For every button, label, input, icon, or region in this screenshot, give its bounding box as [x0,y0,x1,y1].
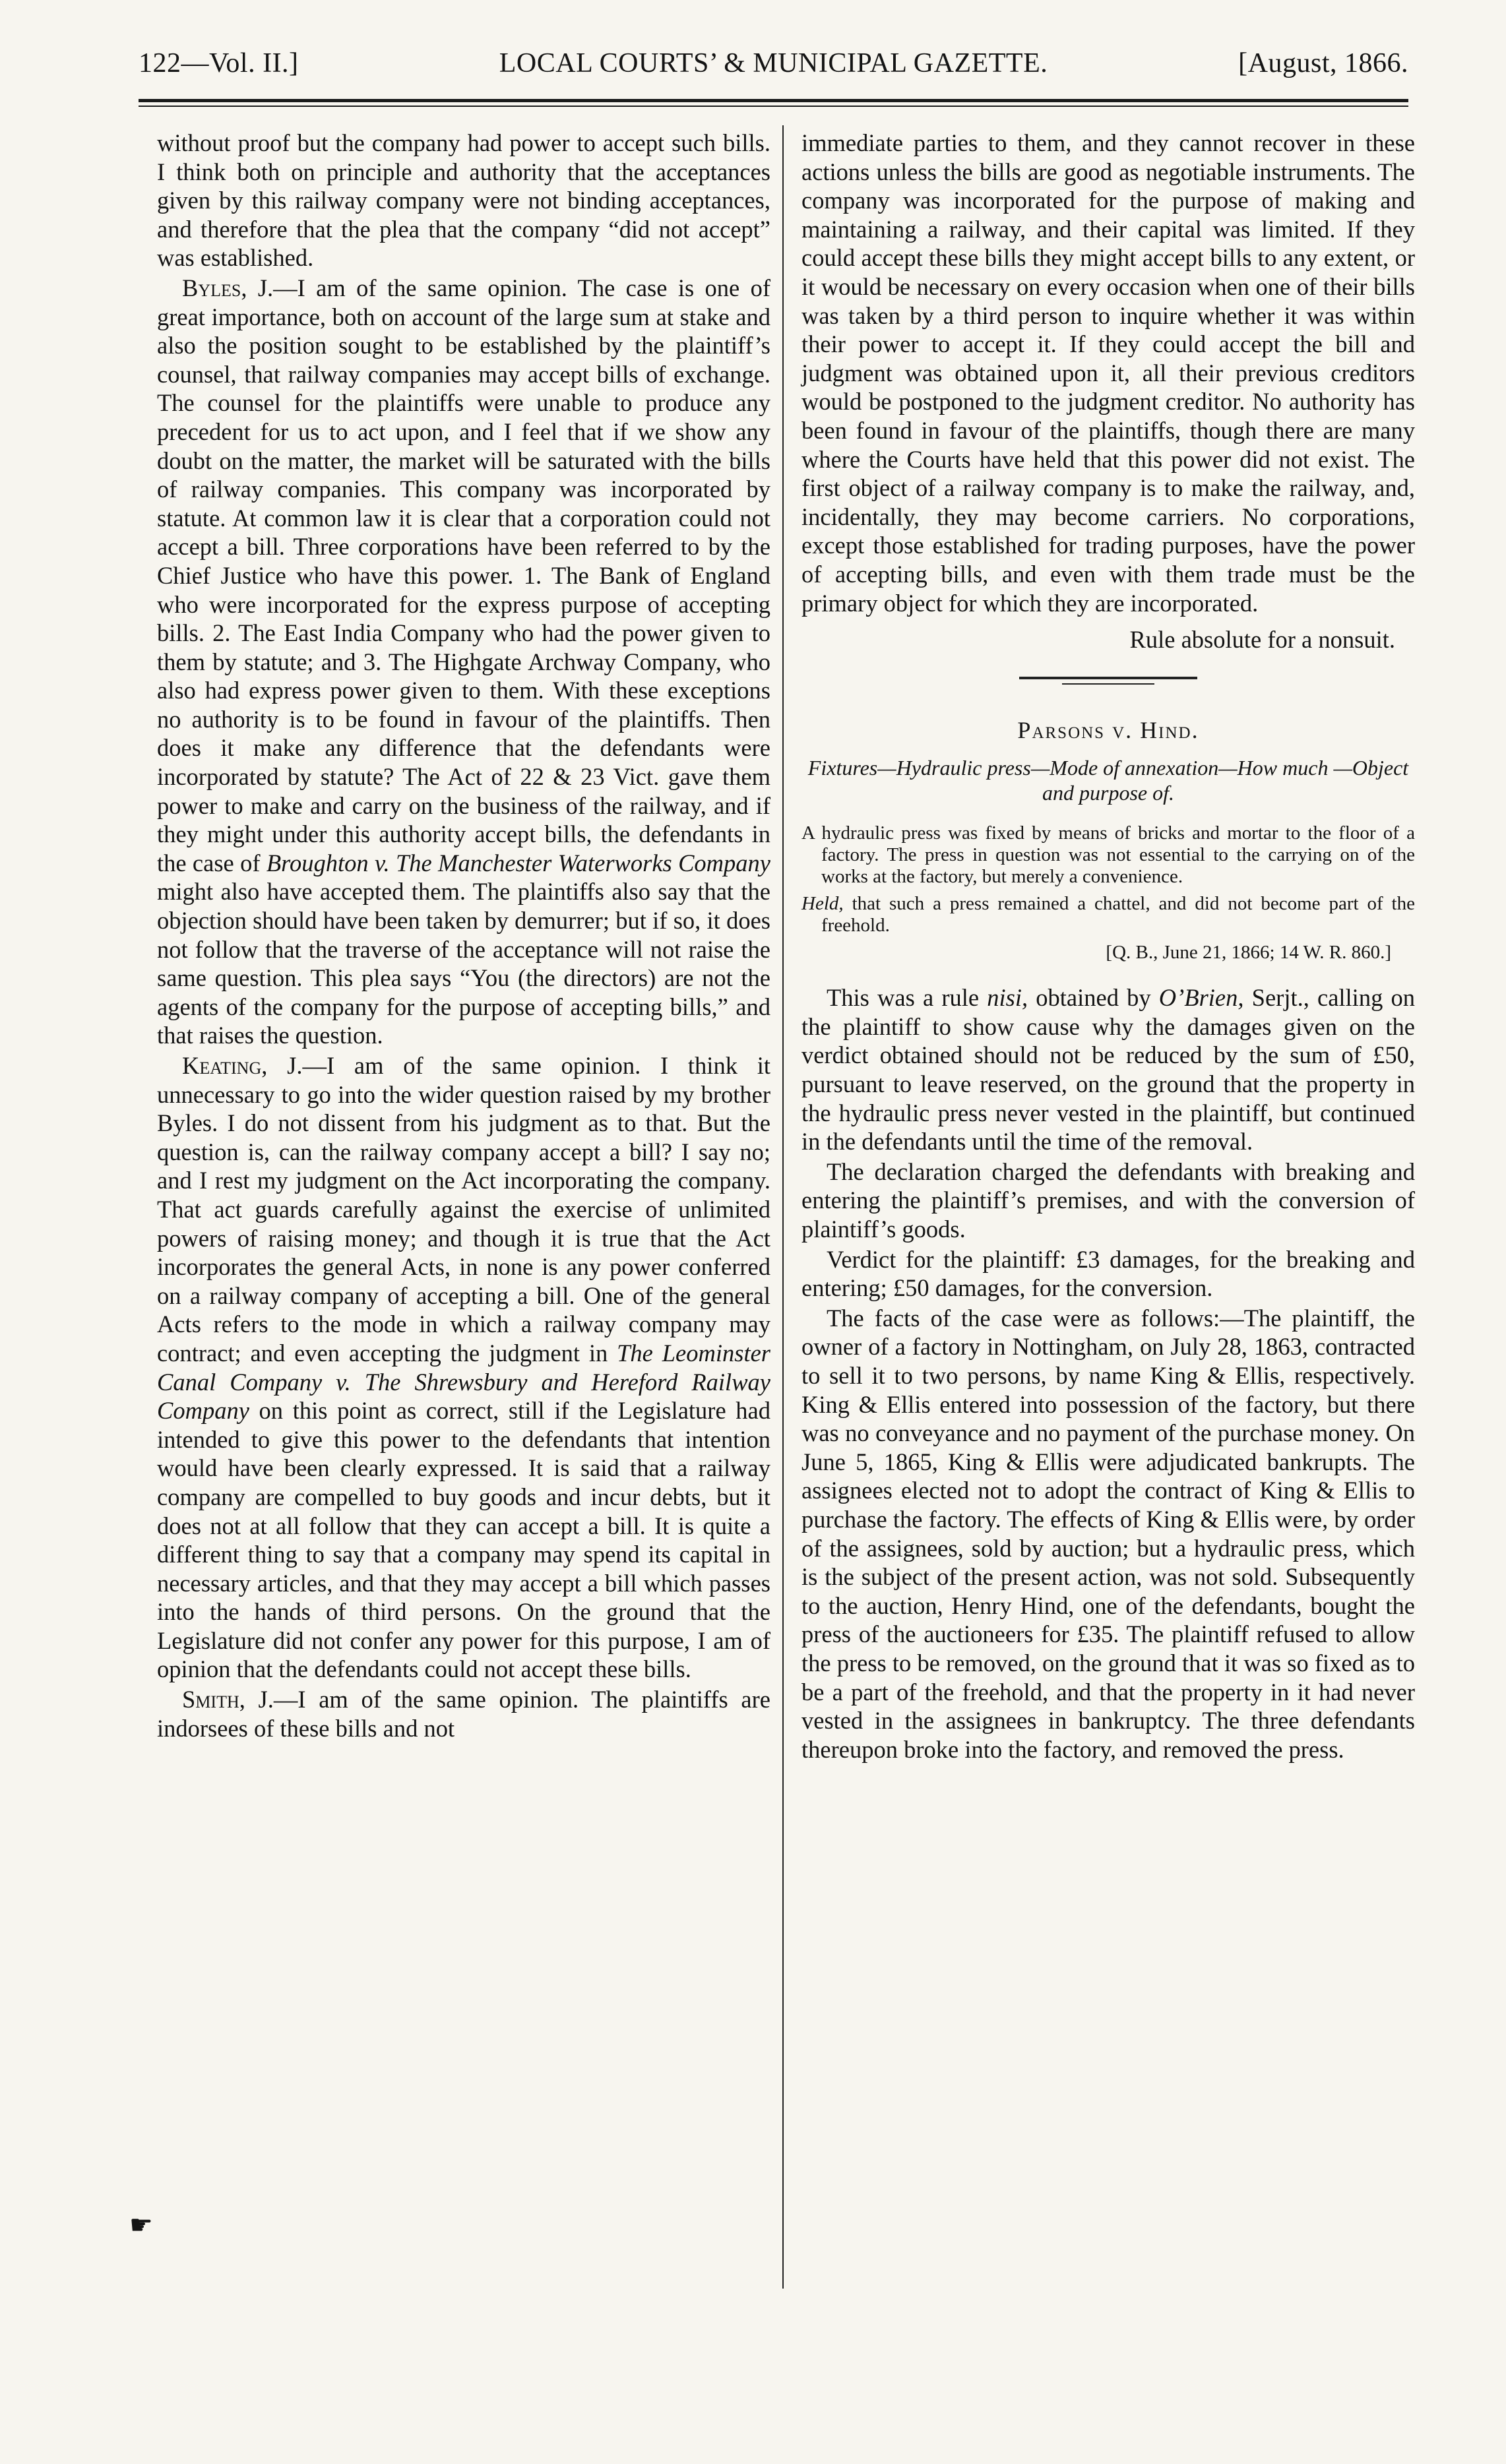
header-rule-thick [139,99,1408,102]
citation: [Q. B., June 21, 1866; 14 W. R. 860.] [1106,942,1391,964]
judge-name: Smith, J. [182,1686,274,1713]
journal-title: LOCAL COURTS’ & MUNICIPAL GAZETTE. [499,48,1048,78]
paragraph: Byles, J.—I am of the same opinion. The case is one of great importance, both on account of the large sum at stake and also the position sought to be established by the plaintiff’s counsel, that railway companies may accept bills of exchange. The counsel for the plaintiffs were unable to produce any precedent for us to act upon, and I feel that if we show any doubt on the matter, the market will be saturated with the bills of railway companies. This company was incorporated by statute. At common law it is clear that a corporation could not accept a bill. Three corporations have been referred to by the Chief Justice who have this power. 1. The Bank of England who were incorporated for the express purpose of accepting bills. 2. The East India Company who had the power given to them by statute; and 3. The Highgate Archway Company, who also had express power given to them. With these exceptions no authority is to be found in favour of the plaintiffs. Then does it make any difference that the defendants were incorporated by statute? The Act of 22 & 23 Vict. gave them power to make and carry on the business of the railway, and if they might under this authority accept bills, the defendants in the case of Broughton v. The Manchester Waterworks Company might also have accepted them. The plaintiffs also say that the objection should have been taken by demurrer; but if so, it does not follow that the traverse of the acceptance will not raise the same question. This plea says “You (the directors) are not the agents of the company for the purpose of accepting bills,” and that raises the question. [157,274,770,1049]
headnote: Fixtures—Hydraulic press—Mode of annexation—How much —Object and purpose of. [807,756,1409,805]
paragraph: immediate parties to them, and they cannot recover in these actions unless the bills are good as negotiable instruments. The company was incorporated for the purpose of making and maintaining a railway, and their capital was limited. If they could accept these bills they might accept bills to any extent, or it would be necessary on every occasion when one of their bills was taken by a third person to inquire whether it was within their power to accept it. If they could accept the bill and judgment was obtained upon it, all their previous creditors would be postponed to the judgment creditor. No authority has been found in favour of the plaintiffs, though there are many where the Courts have held that this power did not exist. The first object of a railway company is to make the railway, and, incidentally, they may become carriers. No corporations, except those established for trading purposes, have the power of accepting bills, and even with them trade must be the primary object for which they are incorporated. [801,129,1415,617]
case-name: Broughton v. The Manchester Waterworks Company [266,849,770,877]
paragraph: This was a rule nisi, obtained by O’Brien, Serjt., calling on the plaintiff to show cause why the damages given on the verdict obtained should not be reduced by the sum of £50, pursuant to leave reserved, on the ground that the property in the hydraulic press never vested in the plaintiff, but continued in the defendants until the time of the removal. [801,984,1415,1155]
column-divider [782,125,784,2289]
left-column [157,129,770,1744]
syllabus-held: Held, that such a press remained a chattel, and did not become part of the freehold. [801,893,1415,937]
case-title: Parsons v. Hind. [1017,716,1199,743]
paragraph: The facts of the case were as follows:—The plaintiff, the owner of a factory in Nottingham, on July 28, 1863, contracted to sell it to two persons, by name King & Ellis, respectively. King & Ellis entered into possession of the factory, but there was no conveyance and no payment of the purchase money. On June 5, 1865, King & Ellis were adjudicated bankrupts. The assignees elected not to adopt the contract of King & Ellis to purchase the factory. The effects of King & Ellis were, by order of the assignees, sold by auction; but a hydraulic press, which is the subject of the present action, was not sold. Subsequently to the auction, Henry Hind, one of the defendants, bought the press of the auctioneers for £35. The plaintiff refused to allow the press to be removed, on the ground that it was so fixed as to be a part of the freehold, and that the property in it had never vested in the assignees in bankruptcy. The three defendants thereupon broke into the factory, and removed the press. [801,1304,1415,1763]
header-rule-thin [139,106,1408,107]
judge-name: Keating, J. [182,1052,303,1079]
case-separator-rule-thin [1062,683,1154,685]
right-column [801,129,1415,1765]
case-name: The Leominster Canal Company v. The Shrewsbury and Hereford Railway Company [157,1339,771,1425]
rule-outcome: Rule absolute for a nonsuit. [1129,626,1395,654]
paragraph: The declaration charged the defendants with breaking and entering the plaintiff’s premises, and with the conversion of plaintiff’s goods. [801,1157,1415,1243]
page-volume: 122—Vol. II.] [139,48,299,78]
judge-name: Byles, J. [182,274,274,301]
paragraph: Keating, J.—I am of the same opinion. I think it unnecessary to go into the wider question raised by my brother Byles. I do not dissent from his judgment as to that. But the question is, can the railway company accept a bill? I say no; and I rest my judgment on the Act incorporating the company. That act guards carefully against the exercise of unlimited powers of raising money; and though it is true that the Act incorporates the general Acts, in none is any power conferred on a railway company of accepting a bill. One of the general Acts refers to the mode in which a railway company may contract; and even accepting the judgment in The Leominster Canal Company v. The Shrewsbury and Hereford Railway Company on this point as correct, still if the Legislature had intended to give this power to the defendants that intention would have been clearly expressed. It is said that a railway company are compelled to buy goods and incur debts, but it does not at all follow that they can accept a bill. It is quite a different thing to say that a company may spend its capital in necessary articles, and that they may accept a bill which passes into the hands of third persons. On the ground that the Legislature did not confer any power for this purpose, I am of opinion that the defendants could not accept these bills. [157,1052,771,1683]
paragraph: without proof but the company had power to accept such bills. I think both on principle and authority that the acceptances given by this railway company were not binding acceptances, and therefore that the plea that the company “did not accept” was established. [157,129,770,272]
syllabus: A hydraulic press was fixed by means of bricks and mortar to the floor of a factory. The press in question was not essential to the carrying on of the works at the factory, but merely a convenience. [801,822,1415,888]
issue-date: [August, 1866. [1238,48,1408,78]
running-header [139,47,1408,87]
margin-mark-icon: ☛ [129,2210,153,2240]
case-separator-rule [1019,677,1197,679]
paragraph: Smith, J.—I am of the same opinion. The plaintiffs are indorsees of these bills and not [157,1686,770,1742]
paragraph: Verdict for the plaintiff: £3 damages, for the breaking and entering; £50 damages, for the conversion. [801,1245,1415,1302]
